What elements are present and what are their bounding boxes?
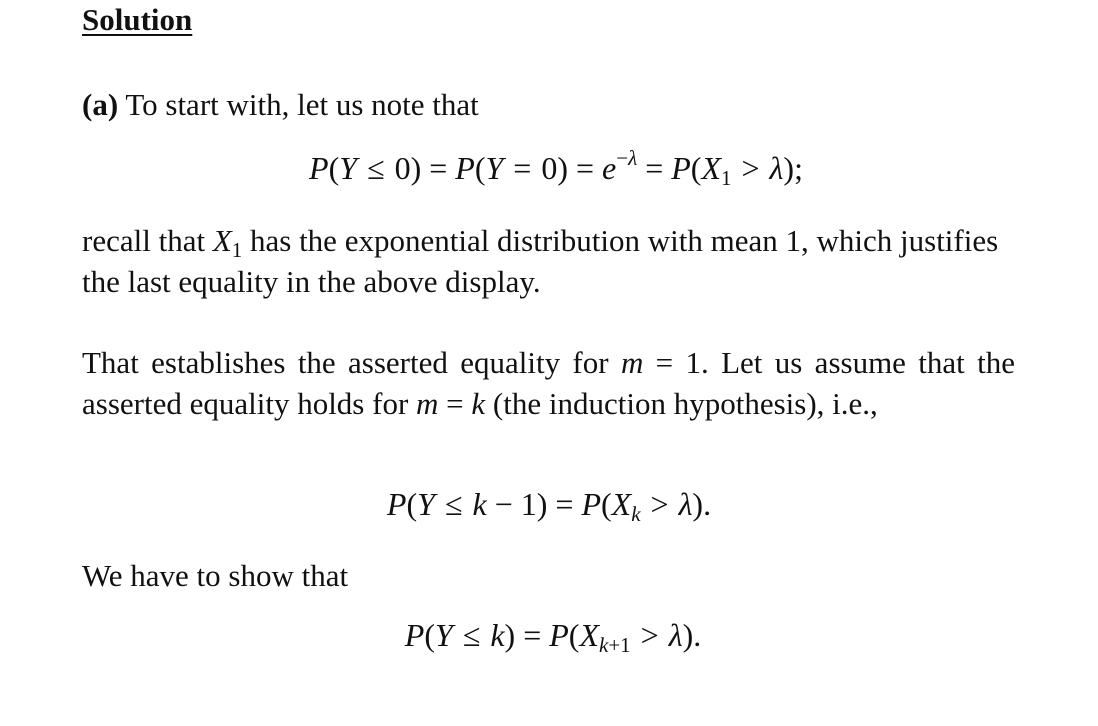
paragraph-exponential-note: recall that $X_1$ has the exponential distribution with mean 1, which justifies the last equality in the above display. [82,223,999,299]
paragraph-induction: That establishes the asserted equality for m = 1. Let us assume that the asserted equality holds for m = k (the induction hypothesis), i.e., [82,345,1015,421]
part-a-label: (a) [82,87,119,122]
equation-1 [0,146,1098,190]
solution-heading: Solution [82,2,193,37]
part-a-intro [82,84,1015,125]
paragraph-to-show: We have to show that [82,558,349,593]
equation-2: $P(Y \le k - 1) = P(X_k > \lambda)$. [386,486,712,526]
part-a-intro-text: To start with, let us note that [125,87,479,122]
equation-3: $P(Y \le k) = P(X_{k+1} > \lambda)$. [404,617,702,657]
eq1-text: $P(Y \le 0) = P(Y = 0) = e^{-\lambda} = P(X_1 > \lambda)$; [309,146,803,190]
